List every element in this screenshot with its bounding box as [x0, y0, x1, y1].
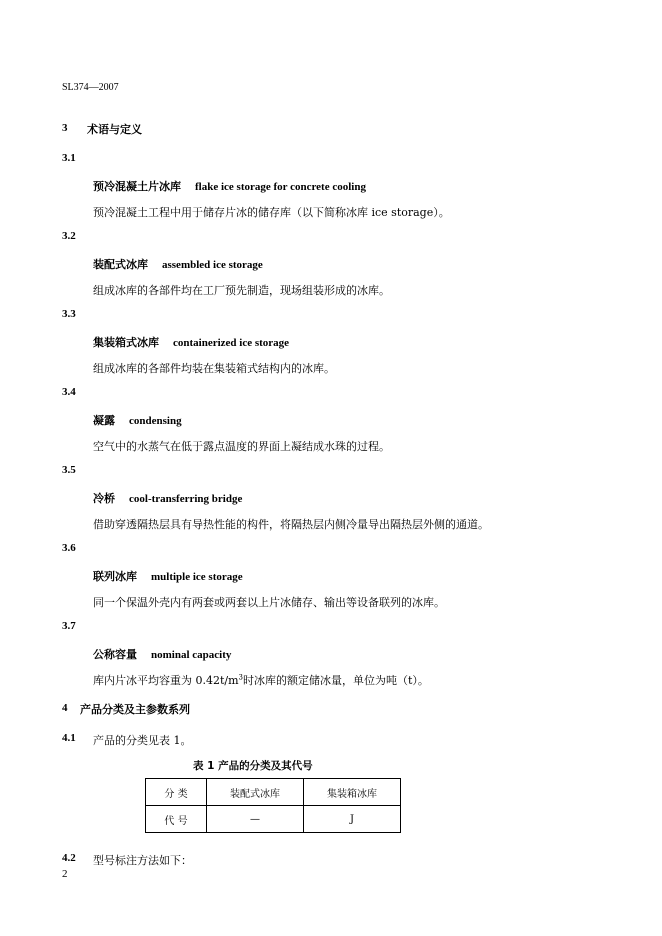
page-number: 2 [62, 868, 68, 880]
clause-3-3-number: 3.3 [62, 308, 76, 320]
section-4-title: 产品分类及主参数系列 [80, 703, 190, 716]
term-en: condensing [129, 415, 182, 427]
term-en: multiple ice storage [151, 571, 243, 583]
term-zh: 预冷混凝土片冰库 [93, 180, 181, 193]
term-3-2 [93, 256, 263, 272]
term-3-1 [93, 178, 366, 194]
table-cell: 集装箱冰库 [304, 779, 401, 806]
clause-4-2-number: 4.2 [62, 852, 76, 864]
section-3-title: 术语与定义 [87, 123, 142, 136]
section-4-number: 4 [62, 702, 68, 714]
clause-3-2-number: 3.2 [62, 230, 76, 242]
definition-3-1: 预冷混凝土工程中用于储存片冰的储存库（以下简称冰库 ice storage）。 [93, 206, 450, 219]
definition-part: 库内片冰平均容重为 0.42t/m [93, 674, 239, 687]
term-3-7 [93, 646, 231, 662]
definition-3-2: 组成冰库的各部件均在工厂预先制造，现场组装形成的冰库。 [93, 284, 390, 297]
table-row [146, 806, 401, 833]
term-zh: 公称容量 [93, 648, 137, 661]
term-zh: 冷桥 [93, 492, 115, 505]
clause-4-1-text: 产品的分类见表 1。 [93, 734, 192, 747]
term-en: assembled ice storage [162, 259, 263, 271]
table-cell: J [304, 806, 401, 833]
term-en: cool-transferring bridge [129, 493, 243, 505]
clause-3-6-number: 3.6 [62, 542, 76, 554]
superscript-3: 3 [238, 673, 244, 682]
definition-3-3: 组成冰库的各部件均装在集装箱式结构内的冰库。 [93, 362, 335, 375]
table-cell: 代 号 [146, 806, 207, 833]
clause-3-4-number: 3.4 [62, 386, 76, 398]
clause-4-2-text: 型号标注方法如下： [93, 854, 192, 867]
term-en: containerized ice storage [173, 337, 290, 349]
clause-3-7-number: 3.7 [62, 620, 76, 632]
table-cell: 装配式冰库 [207, 779, 304, 806]
table-cell: 分 类 [146, 779, 207, 806]
term-zh: 联列冰库 [93, 570, 137, 583]
section-3-number: 3 [62, 122, 68, 134]
term-zh: 集装箱式冰库 [93, 336, 159, 349]
term-3-3 [93, 334, 289, 350]
clause-3-5-number: 3.5 [62, 464, 76, 476]
term-zh: 装配式冰库 [93, 258, 148, 271]
clause-3-1-number: 3.1 [62, 152, 76, 164]
term-3-4 [93, 412, 182, 428]
term-3-5 [93, 490, 242, 506]
definition-3-6: 同一个保温外壳内有两套或两套以上片冰储存、输出等设备联列的冰库。 [93, 596, 445, 609]
table-row [146, 779, 401, 806]
table-cell: — [207, 806, 304, 833]
definition-3-5: 借助穿透隔热层具有导热性能的构件，将隔热层内侧冷量导出隔热层外侧的通道。 [93, 518, 489, 531]
standard-code: SL374—2007 [62, 82, 119, 93]
definition-3-7 [93, 672, 429, 688]
term-zh: 凝露 [93, 414, 115, 427]
term-en: nominal capacity [151, 649, 232, 661]
table-1-caption: 表 1 产品的分类及其代号 [193, 760, 313, 772]
classification-table [145, 778, 401, 833]
term-en: flake ice storage for concrete cooling [195, 181, 366, 193]
definition-part: 时冰库的额定储冰量，单位为吨（t）。 [243, 674, 429, 687]
term-3-6 [93, 568, 243, 584]
clause-4-1-number: 4.1 [62, 732, 76, 744]
definition-3-4: 空气中的水蒸气在低于露点温度的界面上凝结成水珠的过程。 [93, 440, 390, 453]
